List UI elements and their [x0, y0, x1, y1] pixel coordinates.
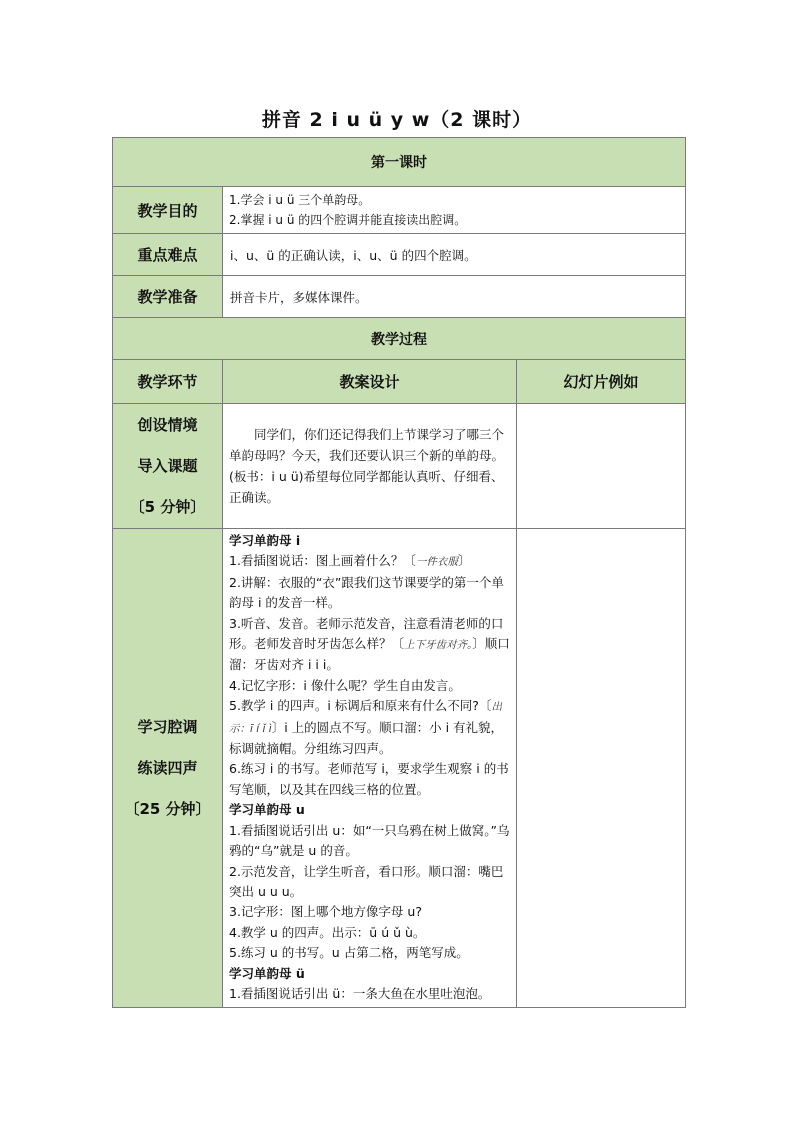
- step-i-6: 6.练习 i 的书写。老师范写 i，要求学生观察 i 的书写笔顺，以及其在四线三格的位置。: [229, 761, 509, 797]
- step-i-5: 5.教学 i 的四声。i 标调后和原来有什么不同?〔出示：ī í ǐ ì〕i 上的圆点不写。顺口溜：小 i 有礼貌，标调就摘帽。分组练习四声。: [229, 698, 504, 757]
- stage-intro-line-2: 导入课题: [137, 456, 198, 475]
- col-header-design: 教案设计: [223, 360, 517, 404]
- stage-tones-line-2: 练读四声: [137, 758, 198, 777]
- stage-tones: [113, 529, 223, 1008]
- subhead-v: 学习单韵母 ü: [229, 965, 305, 981]
- goals-label: 教学目的: [113, 187, 223, 234]
- stage-intro: [113, 404, 223, 529]
- col-header-stage: 教学环节: [113, 360, 223, 404]
- subhead-i: 学习单韵母 i: [229, 533, 301, 548]
- process-title: 教学过程: [113, 318, 686, 360]
- step-u-1: 1.看插图说话引出 u：如“一只乌鸦在树上做窝。”乌鸦的“乌”就是 u 的音。: [229, 822, 510, 859]
- key-points-label: 重点难点: [113, 234, 223, 276]
- lesson-plan-table: [112, 137, 686, 1008]
- page-title: 拼音 2 i u ü y w（2 课时）: [261, 109, 533, 131]
- stage-tones-slides: [517, 529, 686, 1008]
- goal-line-1: 1.学会 i u ü 三个单韵母。: [229, 193, 371, 207]
- step-u-5: 5.练习 u 的书写。u 占第二格，两笔写成。: [229, 945, 469, 961]
- step-i-4: 4.记忆字形：i 像什么呢？学生自由发言。: [229, 677, 461, 693]
- stage-tones-design: [223, 529, 517, 1008]
- step-v-1: 1.看插图说话引出 ü：一条大鱼在水里吐泡泡。: [229, 985, 491, 1001]
- step-i-1: 1.看插图说话：图上画着什么？〔一件衣服〕: [229, 553, 471, 569]
- step-u-2: 2.示范发音，让学生听音，看口形。顺口溜：嘴巴突出 u u u。: [229, 863, 504, 899]
- goals-content: [223, 187, 686, 234]
- col-header-slides: 幻灯片例如: [517, 360, 686, 404]
- step-u-3: 3.记字形：图上哪个地方像字母 u?: [229, 904, 422, 920]
- stage-intro-line-1: 创设情境: [137, 415, 198, 434]
- stage-intro-slides: [517, 404, 686, 529]
- goal-line-2: 2.掌握 i u ü 的四个腔调并能直接读出腔调。: [229, 213, 467, 227]
- prep-content: 拼音卡片，多媒体课件。: [223, 276, 686, 318]
- stage-intro-design: 同学们，你们还记得我们上节课学习了哪三个单韵母吗？今天，我们还要认识三个新的单韵母。(板书：i u ü)希望每位同学都能认真听、仔细看、正确读。: [223, 404, 517, 529]
- stage-tones-line-3: 〔25 分钟〕: [124, 799, 211, 818]
- key-points-content: i、u、ü 的正确认读，i、u、ü 的四个腔调。: [223, 234, 686, 276]
- stage-intro-line-3: 〔5 分钟〕: [129, 497, 206, 516]
- step-u-4: 4.教学 u 的四声。出示：ū ú ǔ ù。: [229, 924, 426, 940]
- handwritten-note: 一件衣服: [415, 556, 458, 569]
- subhead-u: 学习单韵母 u: [229, 802, 305, 818]
- stage-tones-line-1: 学习腔调: [137, 717, 198, 736]
- step-i-3: 3.听音、发音。老师示范发音，注意看清老师的口形。老师发音时牙齿怎么样？〔上下牙齿对齐。〕顺口溜：牙齿对齐 i i i。: [229, 615, 510, 673]
- session-title: 第一课时: [113, 138, 686, 187]
- prep-label: 教学准备: [113, 276, 223, 318]
- handwritten-note: 上下牙齿对齐。: [404, 639, 473, 652]
- step-i-2: 2.讲解：衣服的“衣”跟我们这节课要学的第一个单韵母 i 的发音一样。: [229, 574, 504, 611]
- handwritten-note: 出示：ī í ǐ ì: [229, 701, 502, 735]
